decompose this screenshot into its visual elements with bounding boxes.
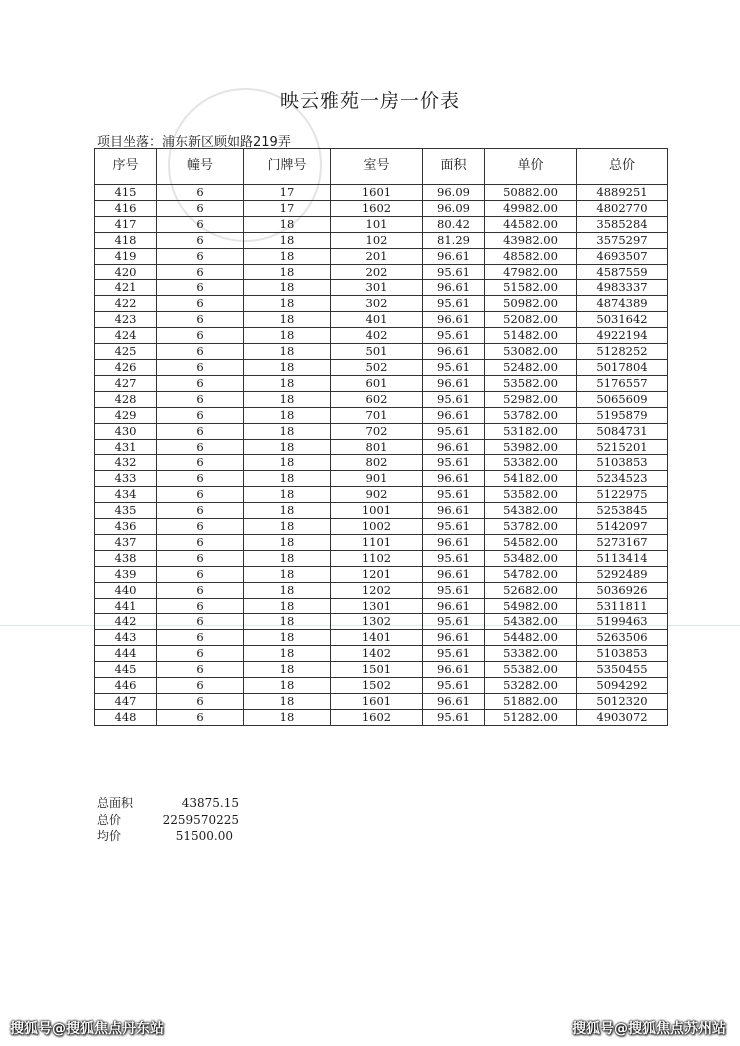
cell-building: 6	[157, 359, 244, 375]
table-row	[95, 359, 668, 375]
cell-seq: 422	[95, 296, 157, 312]
cell-seq: 426	[95, 359, 157, 375]
cell-room: 1502	[331, 678, 423, 694]
cell-area: 96.61	[423, 248, 485, 264]
cell-building: 6	[157, 471, 244, 487]
cell-room: 202	[331, 264, 423, 280]
cell-door-number: 18	[244, 280, 331, 296]
cell-room: 1602	[331, 200, 423, 216]
cell-unit-price: 53382.00	[485, 646, 577, 662]
table-row	[95, 630, 668, 646]
cell-building: 6	[157, 487, 244, 503]
cell-unit-price: 53782.00	[485, 519, 577, 535]
cell-building: 6	[157, 248, 244, 264]
cell-total-price: 5103853	[577, 455, 668, 471]
header-seq: 序号	[95, 149, 157, 185]
cell-unit-price: 54182.00	[485, 471, 577, 487]
cell-unit-price: 54482.00	[485, 630, 577, 646]
cell-seq: 427	[95, 375, 157, 391]
cell-total-price: 5103853	[577, 646, 668, 662]
cell-total-price: 5142097	[577, 519, 668, 535]
cell-area: 95.61	[423, 328, 485, 344]
table-row	[95, 423, 668, 439]
cell-seq: 446	[95, 678, 157, 694]
cell-room: 1401	[331, 630, 423, 646]
table-row	[95, 709, 668, 725]
cell-unit-price: 53582.00	[485, 375, 577, 391]
table-row	[95, 280, 668, 296]
cell-building: 6	[157, 646, 244, 662]
cell-seq: 438	[95, 550, 157, 566]
cell-unit-price: 51582.00	[485, 280, 577, 296]
summary-avg-value: 51500.00	[175, 829, 233, 843]
cell-building: 6	[157, 216, 244, 232]
cell-seq: 437	[95, 534, 157, 550]
cell-total-price: 5273167	[577, 534, 668, 550]
cell-room: 902	[331, 487, 423, 503]
cell-unit-price: 53382.00	[485, 455, 577, 471]
cell-unit-price: 54382.00	[485, 503, 577, 519]
cell-total-price: 3585284	[577, 216, 668, 232]
table-row	[95, 550, 668, 566]
cell-area: 96.61	[423, 694, 485, 710]
cell-room: 1201	[331, 566, 423, 582]
cell-total-price: 5128252	[577, 344, 668, 360]
cell-area: 96.61	[423, 503, 485, 519]
table-row	[95, 678, 668, 694]
cell-room: 102	[331, 232, 423, 248]
cell-total-price: 5263506	[577, 630, 668, 646]
cell-door-number: 18	[244, 375, 331, 391]
cell-building: 6	[157, 614, 244, 630]
summary-total-row	[97, 812, 239, 829]
header-building: 幢号	[157, 149, 244, 185]
watermark-left: 搜狐号@搜狐焦点丹东站	[10, 1021, 164, 1037]
table-row	[95, 344, 668, 360]
cell-building: 6	[157, 312, 244, 328]
cell-unit-price: 48582.00	[485, 248, 577, 264]
cell-building: 6	[157, 598, 244, 614]
cell-unit-price: 55382.00	[485, 662, 577, 678]
cell-seq: 434	[95, 487, 157, 503]
cell-total-price: 4903072	[577, 709, 668, 725]
cell-area: 95.61	[423, 678, 485, 694]
cell-unit-price: 51882.00	[485, 694, 577, 710]
cell-unit-price: 53082.00	[485, 344, 577, 360]
cell-building: 6	[157, 550, 244, 566]
cell-seq: 420	[95, 264, 157, 280]
cell-room: 901	[331, 471, 423, 487]
cell-seq: 439	[95, 566, 157, 582]
cell-seq: 443	[95, 630, 157, 646]
cell-area: 95.61	[423, 519, 485, 535]
cell-room: 701	[331, 407, 423, 423]
cell-seq: 442	[95, 614, 157, 630]
table-row	[95, 296, 668, 312]
cell-door-number: 18	[244, 678, 331, 694]
cell-room: 1301	[331, 598, 423, 614]
cell-total-price: 5065609	[577, 391, 668, 407]
cell-area: 95.61	[423, 487, 485, 503]
cell-room: 1402	[331, 646, 423, 662]
cell-unit-price: 51282.00	[485, 709, 577, 725]
cell-room: 1002	[331, 519, 423, 535]
cell-total-price: 5036926	[577, 582, 668, 598]
cell-total-price: 5292489	[577, 566, 668, 582]
cell-total-price: 5094292	[577, 678, 668, 694]
cell-building: 6	[157, 582, 244, 598]
cell-total-price: 5311811	[577, 598, 668, 614]
cell-door-number: 18	[244, 423, 331, 439]
cell-door-number: 18	[244, 566, 331, 582]
cell-seq: 419	[95, 248, 157, 264]
cell-building: 6	[157, 534, 244, 550]
cell-room: 502	[331, 359, 423, 375]
cell-seq: 441	[95, 598, 157, 614]
header-unit-price: 单价	[485, 149, 577, 185]
table-row	[95, 232, 668, 248]
cell-total-price: 5012320	[577, 694, 668, 710]
cell-door-number: 18	[244, 694, 331, 710]
table-row	[95, 439, 668, 455]
cell-building: 6	[157, 296, 244, 312]
cell-building: 6	[157, 519, 244, 535]
cell-total-price: 5084731	[577, 423, 668, 439]
cell-seq: 417	[95, 216, 157, 232]
cell-door-number: 18	[244, 344, 331, 360]
cell-door-number: 18	[244, 646, 331, 662]
cell-seq: 423	[95, 312, 157, 328]
table-row	[95, 407, 668, 423]
cell-seq: 428	[95, 391, 157, 407]
cell-unit-price: 53482.00	[485, 550, 577, 566]
table-row	[95, 375, 668, 391]
cell-area: 96.09	[423, 185, 485, 201]
cell-area: 81.29	[423, 232, 485, 248]
cell-building: 6	[157, 503, 244, 519]
cell-total-price: 4874389	[577, 296, 668, 312]
watermark-right: 搜狐号@搜狐焦点苏州站	[572, 1021, 726, 1037]
cell-door-number: 18	[244, 232, 331, 248]
summary-avg-row	[97, 828, 239, 845]
cell-unit-price: 44582.00	[485, 216, 577, 232]
cell-seq: 425	[95, 344, 157, 360]
cell-seq: 436	[95, 519, 157, 535]
cell-total-price: 5199463	[577, 614, 668, 630]
table-row	[95, 471, 668, 487]
cell-room: 401	[331, 312, 423, 328]
cell-total-price: 4802770	[577, 200, 668, 216]
cell-total-price: 5113414	[577, 550, 668, 566]
cell-building: 6	[157, 328, 244, 344]
cell-unit-price: 47982.00	[485, 264, 577, 280]
cell-room: 802	[331, 455, 423, 471]
cell-room: 1501	[331, 662, 423, 678]
cell-building: 6	[157, 566, 244, 582]
cell-area: 96.61	[423, 344, 485, 360]
cell-door-number: 18	[244, 598, 331, 614]
cell-building: 6	[157, 185, 244, 201]
table-row	[95, 185, 668, 201]
summary-area-label: 总面积	[97, 796, 134, 810]
cell-seq: 429	[95, 407, 157, 423]
cell-door-number: 18	[244, 439, 331, 455]
cell-room: 201	[331, 248, 423, 264]
cell-seq: 424	[95, 328, 157, 344]
cell-area: 96.61	[423, 598, 485, 614]
summary-area-value: 43875.15	[181, 796, 239, 810]
cell-total-price: 5122975	[577, 487, 668, 503]
table-row	[95, 200, 668, 216]
cell-unit-price: 54782.00	[485, 566, 577, 582]
project-location: 项目坐落：浦东新区顾如路219弄	[97, 135, 291, 150]
cell-building: 6	[157, 694, 244, 710]
cell-area: 95.61	[423, 423, 485, 439]
header-room: 室号	[331, 149, 423, 185]
cell-room: 702	[331, 423, 423, 439]
cell-unit-price: 54382.00	[485, 614, 577, 630]
table-row	[95, 598, 668, 614]
cell-total-price: 5031642	[577, 312, 668, 328]
table-row	[95, 391, 668, 407]
table-row	[95, 216, 668, 232]
cell-area: 95.61	[423, 614, 485, 630]
cell-total-price: 3575297	[577, 232, 668, 248]
cell-door-number: 18	[244, 630, 331, 646]
cell-total-price: 5350455	[577, 662, 668, 678]
cell-unit-price: 52482.00	[485, 359, 577, 375]
cell-unit-price: 54582.00	[485, 534, 577, 550]
cell-building: 6	[157, 678, 244, 694]
cell-total-price: 5253845	[577, 503, 668, 519]
cell-unit-price: 51482.00	[485, 328, 577, 344]
table-row	[95, 503, 668, 519]
cell-total-price: 5215201	[577, 439, 668, 455]
cell-door-number: 18	[244, 662, 331, 678]
cell-area: 95.61	[423, 391, 485, 407]
cell-room: 501	[331, 344, 423, 360]
cell-door-number: 18	[244, 709, 331, 725]
cell-seq: 430	[95, 423, 157, 439]
cell-room: 1102	[331, 550, 423, 566]
cell-room: 1601	[331, 694, 423, 710]
cell-unit-price: 53982.00	[485, 439, 577, 455]
cell-seq: 448	[95, 709, 157, 725]
cell-area: 80.42	[423, 216, 485, 232]
header-total-price: 总价	[577, 149, 668, 185]
cell-unit-price: 54982.00	[485, 598, 577, 614]
cell-seq: 447	[95, 694, 157, 710]
cell-area: 96.61	[423, 566, 485, 582]
cell-unit-price: 53782.00	[485, 407, 577, 423]
cell-building: 6	[157, 232, 244, 248]
cell-door-number: 18	[244, 264, 331, 280]
cell-door-number: 18	[244, 391, 331, 407]
cell-total-price: 4983337	[577, 280, 668, 296]
cell-area: 96.61	[423, 280, 485, 296]
cell-building: 6	[157, 455, 244, 471]
cell-seq: 416	[95, 200, 157, 216]
cell-seq: 444	[95, 646, 157, 662]
cell-total-price: 4693507	[577, 248, 668, 264]
cell-unit-price: 50982.00	[485, 296, 577, 312]
page-title: 映云雅苑一房一价表	[279, 90, 460, 112]
cell-door-number: 18	[244, 471, 331, 487]
cell-area: 96.61	[423, 471, 485, 487]
cell-building: 6	[157, 375, 244, 391]
cell-unit-price: 53182.00	[485, 423, 577, 439]
table-row	[95, 248, 668, 264]
cell-unit-price: 52682.00	[485, 582, 577, 598]
cell-room: 101	[331, 216, 423, 232]
cell-seq: 440	[95, 582, 157, 598]
cell-door-number: 18	[244, 534, 331, 550]
cell-room: 1601	[331, 185, 423, 201]
cell-door-number: 18	[244, 503, 331, 519]
cell-unit-price: 52982.00	[485, 391, 577, 407]
table-row	[95, 534, 668, 550]
cell-seq: 418	[95, 232, 157, 248]
table-row	[95, 694, 668, 710]
table-body	[95, 185, 668, 726]
cell-unit-price: 43982.00	[485, 232, 577, 248]
cell-door-number: 18	[244, 550, 331, 566]
cell-door-number: 18	[244, 519, 331, 535]
cell-door-number: 17	[244, 200, 331, 216]
table-row	[95, 566, 668, 582]
cell-total-price: 5176557	[577, 375, 668, 391]
cell-room: 1101	[331, 534, 423, 550]
cell-room: 601	[331, 375, 423, 391]
cell-area: 96.09	[423, 200, 485, 216]
cell-area: 95.61	[423, 264, 485, 280]
table-row	[95, 582, 668, 598]
cell-area: 95.61	[423, 709, 485, 725]
cell-room: 301	[331, 280, 423, 296]
header-area: 面积	[423, 149, 485, 185]
cell-area: 96.61	[423, 407, 485, 423]
cell-area: 96.61	[423, 375, 485, 391]
cell-room: 1001	[331, 503, 423, 519]
cell-door-number: 18	[244, 614, 331, 630]
cell-door-number: 18	[244, 216, 331, 232]
cell-building: 6	[157, 439, 244, 455]
header-door-number: 门牌号	[244, 149, 331, 185]
cell-area: 95.61	[423, 550, 485, 566]
cell-room: 602	[331, 391, 423, 407]
cell-total-price: 4587559	[577, 264, 668, 280]
cell-door-number: 18	[244, 582, 331, 598]
summary-total-value: 2259570225	[162, 812, 239, 827]
table-row	[95, 519, 668, 535]
cell-unit-price: 49982.00	[485, 200, 577, 216]
cell-room: 402	[331, 328, 423, 344]
cell-area: 95.61	[423, 646, 485, 662]
cell-room: 302	[331, 296, 423, 312]
cell-door-number: 18	[244, 248, 331, 264]
cell-total-price: 5195879	[577, 407, 668, 423]
cell-area: 96.61	[423, 312, 485, 328]
cell-area: 95.61	[423, 455, 485, 471]
cell-door-number: 18	[244, 296, 331, 312]
cell-door-number: 18	[244, 359, 331, 375]
cell-room: 801	[331, 439, 423, 455]
cell-door-number: 18	[244, 455, 331, 471]
table-header-row	[95, 149, 668, 185]
table-row	[95, 455, 668, 471]
cell-total-price: 5017804	[577, 359, 668, 375]
cell-unit-price: 53282.00	[485, 678, 577, 694]
cell-room: 1302	[331, 614, 423, 630]
cell-building: 6	[157, 344, 244, 360]
cell-building: 6	[157, 264, 244, 280]
cell-room: 1602	[331, 709, 423, 725]
cell-total-price: 4889251	[577, 185, 668, 201]
cell-total-price: 4922194	[577, 328, 668, 344]
cell-area: 96.61	[423, 534, 485, 550]
cell-total-price: 5234523	[577, 471, 668, 487]
cell-seq: 421	[95, 280, 157, 296]
summary-avg-label: 均价	[97, 829, 122, 843]
cell-unit-price: 50882.00	[485, 185, 577, 201]
cell-door-number: 17	[244, 185, 331, 201]
cell-area: 95.61	[423, 582, 485, 598]
price-table	[94, 148, 668, 726]
table-row	[95, 614, 668, 630]
cell-seq: 445	[95, 662, 157, 678]
cell-unit-price: 53582.00	[485, 487, 577, 503]
cell-door-number: 18	[244, 312, 331, 328]
cell-area: 96.61	[423, 662, 485, 678]
cell-building: 6	[157, 200, 244, 216]
cell-room: 1202	[331, 582, 423, 598]
cell-building: 6	[157, 423, 244, 439]
cell-building: 6	[157, 709, 244, 725]
summary-area-row	[97, 795, 239, 812]
cell-seq: 432	[95, 455, 157, 471]
cell-area: 96.61	[423, 439, 485, 455]
table-row	[95, 328, 668, 344]
cell-building: 6	[157, 391, 244, 407]
cell-door-number: 18	[244, 328, 331, 344]
cell-area: 95.61	[423, 296, 485, 312]
cell-seq: 435	[95, 503, 157, 519]
cell-building: 6	[157, 280, 244, 296]
cell-seq: 433	[95, 471, 157, 487]
cell-door-number: 18	[244, 487, 331, 503]
table-row	[95, 312, 668, 328]
table-row	[95, 264, 668, 280]
cell-building: 6	[157, 407, 244, 423]
cell-door-number: 18	[244, 407, 331, 423]
table-row	[95, 662, 668, 678]
cell-area: 95.61	[423, 359, 485, 375]
table-row	[95, 646, 668, 662]
summary-block	[97, 795, 239, 845]
cell-area: 96.61	[423, 630, 485, 646]
cell-seq: 431	[95, 439, 157, 455]
table-row	[95, 487, 668, 503]
summary-total-label: 总价	[97, 812, 122, 827]
cell-unit-price: 52082.00	[485, 312, 577, 328]
cell-building: 6	[157, 630, 244, 646]
cell-seq: 415	[95, 185, 157, 201]
cell-building: 6	[157, 662, 244, 678]
